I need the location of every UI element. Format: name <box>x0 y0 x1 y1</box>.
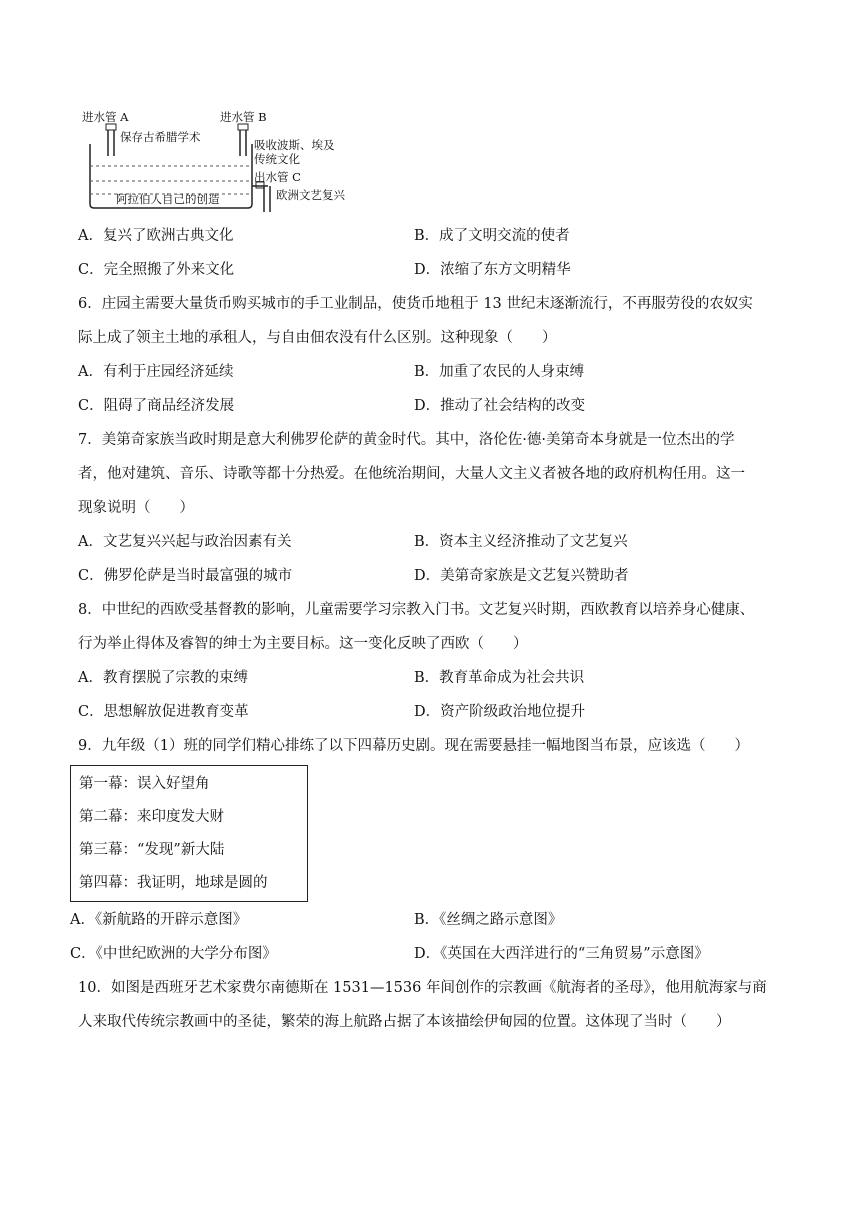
water-tank-diagram <box>80 108 380 218</box>
tank-label-bottom: 阿拉伯人自己的创造 <box>116 192 220 206</box>
q8-stem-line1: 8．中世纪的西欧受基督教的影响，儿童需要学习宗教入门书。文艺复兴时期，西欧教育以培养身心健康、 <box>78 602 755 618</box>
tank-label-b1: 吸收波斯、埃及 <box>254 138 335 152</box>
q7-stem-line2: 者，他对建筑、音乐、诗歌等都十分热爱。在他统治期间，大量人文主义者被各地的政府机构任用。这一 <box>78 466 745 482</box>
q6-option-b: B．加重了农民的人身束缚 <box>414 364 585 380</box>
tank-label-a: 保存古希腊学术 <box>120 130 201 144</box>
q8-option-d: D．资产阶级政治地位提升 <box>414 704 586 720</box>
q7-stem-line3: 现象说明（ ） <box>78 500 194 516</box>
q6-option-a: A．有利于庄园经济延续 <box>78 364 234 380</box>
act-3: 第三幕：“发现”新大陆 <box>79 842 225 858</box>
q5-option-b: B．成了文明交流的使者 <box>414 228 570 244</box>
q9-option-d: D．《英国在大西洋进行的“三角贸易”示意图》 <box>414 946 709 962</box>
tank-label-c: 欧洲文艺复兴 <box>276 188 345 202</box>
q6-stem-line2: 际上成了领主土地的承租人，与自由佃农没有什么区别。这种现象（ ） <box>78 330 557 346</box>
q7-option-d: D．美第奇家族是文艺复兴赞助者 <box>414 568 629 584</box>
q8-option-a: A．教育摆脱了宗教的束缚 <box>78 670 248 686</box>
q9-option-b: B．《丝绸之路示意图》 <box>414 912 563 928</box>
q7-option-a: A．文艺复兴兴起与政治因素有关 <box>78 534 292 550</box>
q10-stem-line1: 10．如图是西班牙艺术家费尔南德斯在 1531—1536 年间创作的宗教画《航海者的圣母》，他用航海家与商 <box>78 980 767 996</box>
q7-option-c: C．佛罗伦萨是当时最富强的城市 <box>78 568 293 584</box>
q9-acts-box <box>70 765 308 902</box>
q10-stem-line2: 人来取代传统宗教画中的圣徒，繁荣的海上航路占据了本该描绘伊甸园的位置。这体现了当时（ ） <box>78 1014 731 1030</box>
q7-stem-line1: 7．美第奇家族当政时期是意大利佛罗伦萨的黄金时代。其中，洛伦佐·德·美第奇本身就是一位杰出的学 <box>78 432 735 448</box>
pipe-b-label: 进水管 B <box>220 110 267 124</box>
q7-option-b: B．资本主义经济推动了文艺复兴 <box>414 534 628 550</box>
act-2: 第二幕：来印度发大财 <box>79 809 224 825</box>
pipe-c-label: 出水管 C <box>254 170 301 184</box>
q9-option-c: C．《中世纪欧洲的大学分布图》 <box>70 946 277 962</box>
q8-option-c: C．思想解放促进教育变革 <box>78 704 249 720</box>
q6-option-c: C．阻碍了商品经济发展 <box>78 398 235 414</box>
q6-stem-line1: 6．庄园主需要大量货币购买城市的手工业制品，使货币地租于 13 世纪末逐渐流行，不再服劳役的农奴实 <box>78 296 753 312</box>
act-1: 第一幕：误入好望角 <box>79 776 210 792</box>
q5-option-d: D．浓缩了东方文明精华 <box>414 262 571 278</box>
q5-option-a: A．复兴了欧洲古典文化 <box>78 228 234 244</box>
q5-option-c: C．完全照搬了外来文化 <box>78 262 235 278</box>
q9-stem-line1: 9．九年级（1）班的同学们精心排练了以下四幕历史剧。现在需要悬挂一幅地图当布景，应该选（ ） <box>78 738 749 754</box>
q8-option-b: B．教育革命成为社会共识 <box>414 670 585 686</box>
q6-option-d: D．推动了社会结构的改变 <box>414 398 586 414</box>
tank-label-b2: 传统文化 <box>254 152 300 166</box>
pipe-a-label: 进水管 A <box>82 110 129 124</box>
q9-option-a: A．《新航路的开辟示意图》 <box>70 912 248 928</box>
q8-stem-line2: 行为举止得体及睿智的绅士为主要目标。这一变化反映了西欧（ ） <box>78 636 528 652</box>
act-4: 第四幕：我证明，地球是圆的 <box>79 875 268 891</box>
